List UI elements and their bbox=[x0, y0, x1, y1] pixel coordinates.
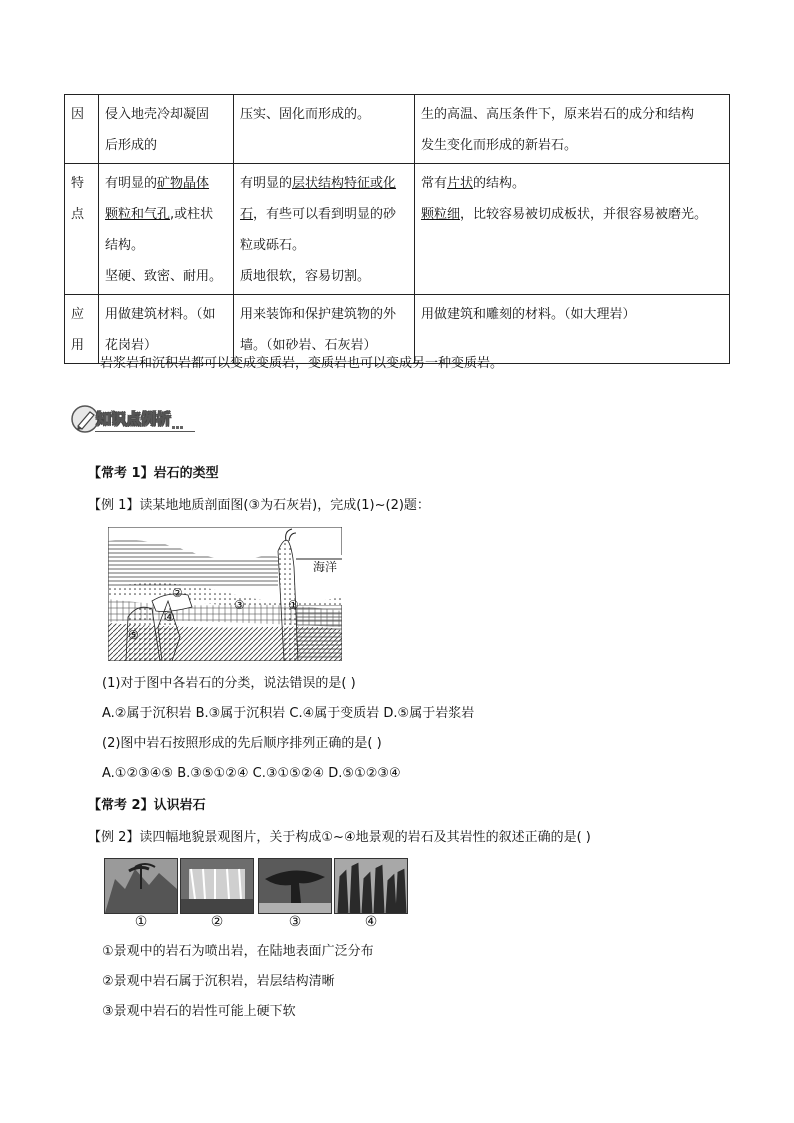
cell-line: 粒或砾石。 bbox=[240, 238, 306, 253]
dots-decoration-icon bbox=[172, 424, 186, 432]
cell-line: 压实、固化而形成的。 bbox=[240, 107, 371, 122]
cell-line: 石，有些可以看到明显的砂 bbox=[240, 207, 397, 222]
row-label: 因 bbox=[65, 95, 99, 164]
cell-line: 用来装饰和保护建筑物的外 bbox=[240, 307, 397, 322]
svg-text:海洋: 海洋 bbox=[313, 560, 338, 574]
cell-line: 结构。 bbox=[105, 238, 145, 253]
exam2-question: 【例 2】读四幅地貌景观图片，关于构成①~④地景观的岩石及其岩性的叙述正确的是( ) bbox=[88, 830, 591, 845]
exam1-q2: (2)图中岩石按照形成的先后顺序排列正确的是( ) bbox=[102, 736, 382, 751]
row-label bbox=[65, 295, 99, 364]
landscape-photo-4 bbox=[334, 858, 408, 914]
cell-line: 后形成的 bbox=[105, 138, 158, 153]
statement: ③景观中岩石的岩性可能上硬下软 bbox=[102, 1004, 296, 1019]
igneous-cell bbox=[99, 95, 234, 164]
statement: ①景观中的岩石为喷出岩，在陆地表面广泛分布 bbox=[102, 944, 374, 959]
svg-text:④: ④ bbox=[164, 610, 175, 624]
cell-line: 用做建筑材料。（如 bbox=[105, 307, 216, 322]
sedimentary-cell bbox=[234, 95, 415, 164]
cell-line: 有明显的层状结构特征或化 bbox=[240, 176, 397, 191]
svg-text:①: ① bbox=[288, 598, 299, 612]
rock-types-table bbox=[64, 94, 730, 364]
cell-line: 侵入地壳冷却凝固 bbox=[105, 107, 210, 122]
photo-label: ② bbox=[210, 914, 224, 930]
row-label-text: 特点 bbox=[71, 176, 85, 222]
section-header bbox=[70, 404, 195, 434]
exam1-q1: (1)对于图中各岩石的分类，说法错误的是( ) bbox=[102, 676, 356, 691]
cell-line: 用做建筑和雕刻的材料。（如大理岩） bbox=[421, 307, 636, 322]
landscape-photo-2 bbox=[180, 858, 254, 914]
svg-text:⑤: ⑤ bbox=[128, 628, 139, 642]
cell-line: 坚硬、致密、耐用。 bbox=[105, 269, 223, 284]
section-title: 知识点例析 bbox=[96, 410, 172, 428]
exam1-tag: 【常考 1】岩石的类型 bbox=[88, 466, 219, 481]
sedimentary-cell bbox=[234, 164, 415, 295]
cell-line: 颗粒和气孔,或柱状 bbox=[105, 207, 214, 222]
table-row bbox=[65, 164, 730, 295]
photo-label: ③ bbox=[288, 914, 302, 930]
igneous-cell bbox=[99, 164, 234, 295]
metamorphic-cell bbox=[415, 95, 730, 164]
cell-line: 有明显的矿物晶体 bbox=[105, 176, 210, 191]
rock-cycle-note: 岩浆岩和沉积岩都可以变成变质岩，变质岩也可以变成另一种变质岩。 bbox=[100, 356, 504, 371]
cell-line: 墙。（如砂岩、石灰岩） bbox=[240, 338, 377, 353]
metamorphic-cell bbox=[415, 164, 730, 295]
cell-line: 生的高温、高压条件下，原来岩石的成分和结构 bbox=[421, 107, 695, 122]
exam1-q1-options: A.②属于沉积岩 B.③属于沉积岩 C.④属于变质岩 D.⑤属于岩浆岩 bbox=[102, 706, 475, 721]
cell-line: 常有片状的结构。 bbox=[421, 176, 526, 191]
photo-label: ① bbox=[134, 914, 148, 930]
exam1-question: 【例 1】读某地地质剖面图(③为石灰岩)，完成(1)~(2)题： bbox=[88, 498, 430, 513]
cell-line: 发生变化而形成的新岩石。 bbox=[421, 138, 578, 153]
geological-section-diagram bbox=[108, 527, 342, 661]
table-row bbox=[65, 95, 730, 164]
row-label-text: 应用 bbox=[71, 307, 85, 353]
svg-text:②: ② bbox=[172, 586, 183, 600]
statement: ②景观中岩石属于沉积岩，岩层结构清晰 bbox=[102, 974, 335, 989]
row-label bbox=[65, 164, 99, 295]
exam2-tag: 【常考 2】认识岩石 bbox=[88, 798, 206, 813]
svg-text:③: ③ bbox=[234, 598, 245, 612]
landscape-photo-3 bbox=[258, 858, 332, 914]
photo-label: ④ bbox=[364, 914, 378, 930]
cell-line: 颗粒细，比较容易被切成板状，并很容易被磨光。 bbox=[421, 207, 708, 222]
cell-line: 花岗岩） bbox=[105, 338, 158, 353]
cell-line: 质地很软，容易切割。 bbox=[240, 269, 371, 284]
landscape-photo-1 bbox=[104, 858, 178, 914]
exam1-q2-options: A.①②③④⑤ B.③⑤①②④ C.③①⑤②④ D.⑤①②③④ bbox=[102, 766, 401, 781]
